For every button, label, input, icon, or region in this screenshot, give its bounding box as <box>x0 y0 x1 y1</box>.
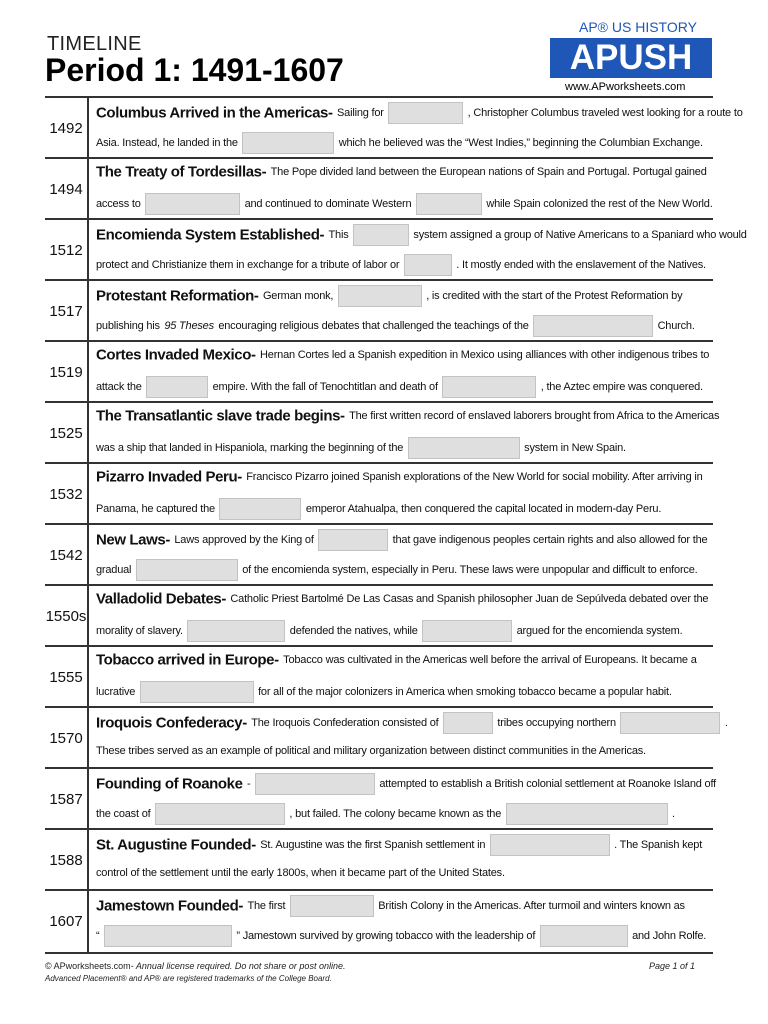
worksheet-header <box>0 0 768 96</box>
answer-blank[interactable] <box>408 437 520 459</box>
year-label: 1532 <box>45 464 89 525</box>
event-text: Hernan Cortes led a Spanish expedition in Mexico using alliances with other indigenous tribes to <box>260 348 710 361</box>
year-label: 1525 <box>45 403 89 464</box>
event-text: Sailing for <box>337 107 384 119</box>
event-text: Asia. Instead, he landed in the <box>96 137 238 149</box>
event-text: . <box>672 808 675 820</box>
event-title: Columbus Arrived in the Americas- <box>96 104 333 122</box>
page-number: Page 1 of 1 <box>648 961 695 971</box>
event-text: German monk, <box>262 290 334 302</box>
year-label: 1494 <box>45 159 89 220</box>
trademark-text: Advanced Placement® and AP® are registered trademarks of the College Board. <box>45 974 332 983</box>
event-text: empire. With the fall of Tenochtitlan and death of <box>212 381 438 393</box>
event-text: lucrative <box>96 686 136 698</box>
event-text: gradual <box>96 564 132 576</box>
event-text: argued for the encomienda system. <box>516 625 683 637</box>
event-text: Francisco Pizarro joined Spanish explorations of the New World for social mobility. After arriving in <box>246 470 703 483</box>
year-label: 1542 <box>45 525 89 586</box>
answer-blank[interactable] <box>140 681 254 703</box>
year-label: 1519 <box>45 342 89 403</box>
event-text: attempted to establish a British colonial settlement at Roanoke Island off <box>379 778 716 790</box>
year-label: 1512 <box>45 220 89 281</box>
answer-blank[interactable] <box>255 773 375 795</box>
answer-blank[interactable] <box>422 620 512 642</box>
answer-blank[interactable] <box>533 315 653 337</box>
timeline-row-1570 <box>45 706 728 769</box>
event-text: Laws approved by the King of <box>174 534 314 546</box>
event-title: The Transatlantic slave trade begins- <box>96 407 345 425</box>
answer-blank[interactable] <box>318 529 388 551</box>
answer-blank[interactable] <box>187 620 285 642</box>
answer-blank[interactable] <box>416 193 482 215</box>
year-label: 1550s <box>45 586 89 647</box>
event-title: Valladolid Debates- <box>96 590 226 608</box>
timeline-row-1550s <box>45 584 713 647</box>
timeline-row-1519 <box>45 340 713 403</box>
event-text: . The Spanish kept <box>614 839 703 851</box>
answer-blank[interactable] <box>146 376 208 398</box>
event-text: of the encomienda system, especially in Peru. These laws were unpopular and difficult to enforce. <box>242 564 698 576</box>
event-text: that gave indigenous peoples certain rights and also allowed for the <box>392 534 708 546</box>
answer-blank[interactable] <box>404 254 452 276</box>
event-text: while Spain colonized the rest of the New World. <box>486 198 713 210</box>
timeline-row-1542 <box>45 523 713 586</box>
event-text: The first written record of enslaved laborers brought from Africa to the Americas <box>349 409 720 422</box>
event-text: , is credited with the start of the Protest Reformation by <box>426 290 683 302</box>
theses-title: 95 Theses <box>164 320 214 332</box>
timeline-row-1492 <box>45 96 743 159</box>
event-text: protect and Christianize them in exchange for a tribute of labor or <box>96 259 400 271</box>
year-label: 1517 <box>45 281 89 342</box>
event-title: Iroquois Confederacy- <box>96 714 247 732</box>
timeline-row-1588 <box>45 828 713 891</box>
answer-blank[interactable] <box>490 834 610 856</box>
answer-blank[interactable] <box>338 285 422 307</box>
event-text: Panama, he captured the <box>96 503 215 515</box>
event-text: attack the <box>96 381 142 393</box>
answer-blank[interactable] <box>104 925 232 947</box>
event-text: . It mostly ended with the enslavement of the Natives. <box>456 259 706 271</box>
event-text: morality of slavery. <box>96 625 183 637</box>
event-text: - <box>247 778 251 790</box>
event-text: system in New Spain. <box>524 442 626 454</box>
event-title: Founding of Roanoke <box>96 775 243 793</box>
answer-blank[interactable] <box>155 803 285 825</box>
event-text: and John Rolfe. <box>632 930 707 942</box>
header-subtitle: TIMELINE <box>47 33 142 55</box>
year-label: 1570 <box>45 708 89 769</box>
event-title: Pizarro Invaded Peru- <box>96 468 242 486</box>
answer-blank[interactable] <box>620 712 720 734</box>
event-text: This <box>328 229 349 241</box>
answer-blank[interactable] <box>442 376 536 398</box>
event-title: New Laws- <box>96 531 170 549</box>
event-title: Encomienda System Established- <box>96 226 325 244</box>
event-text: The first <box>247 900 286 912</box>
event-text: encouraging religious debates that challenged the teachings of the <box>218 320 529 332</box>
event-text: “ <box>96 930 100 942</box>
event-title: Jamestown Founded- <box>96 897 243 915</box>
event-text: for all of the major colonizers in America when smoking tobacco became a popular habit. <box>258 686 672 698</box>
answer-blank[interactable] <box>219 498 301 520</box>
event-title: Protestant Reformation- <box>96 287 259 305</box>
apush-logo: APUSH <box>550 38 712 78</box>
answer-blank[interactable] <box>443 712 493 734</box>
year-label: 1555 <box>45 647 89 708</box>
event-text: , Christopher Columbus traveled west looking for a route to <box>467 107 743 119</box>
event-text: control of the settlement until the early 1800s, when it became part of the United States. <box>96 866 505 879</box>
event-title: St. Augustine Founded- <box>96 836 256 854</box>
event-text: publishing his <box>96 320 160 332</box>
event-title: Tobacco arrived in Europe- <box>96 651 279 669</box>
event-text: The Iroquois Confederation consisted of <box>251 717 439 729</box>
event-text: St. Augustine was the first Spanish settlement in <box>260 839 486 851</box>
timeline-row-1494 <box>45 157 713 220</box>
license-text: - Annual license required. Do not share or post online. <box>130 961 346 971</box>
event-text: defended the natives, while <box>289 625 418 637</box>
event-text: emperor Atahualpa, then conquered the capital located in modern-day Peru. <box>305 503 662 515</box>
timeline-row-1512 <box>45 218 747 281</box>
answer-blank[interactable] <box>506 803 668 825</box>
event-text: , the Aztec empire was conquered. <box>540 381 703 393</box>
event-text: the coast of <box>96 808 151 820</box>
event-text: which he believed was the “West Indies,” beginning the Columbian Exchange. <box>338 137 703 149</box>
timeline-row-1587 <box>45 767 716 830</box>
event-text: ” Jamestown survived by growing tobacco with the leadership of <box>236 930 536 942</box>
event-text: access to <box>96 198 141 210</box>
event-text: tribes occupying northern <box>497 717 616 729</box>
answer-blank[interactable] <box>290 895 374 917</box>
event-text: British Colony in the Americas. After turmoil and winters known as <box>378 900 685 912</box>
timeline-row-1607 <box>45 889 713 954</box>
event-text: Tobacco was cultivated in the Americas well before the arrival of Europeans. It became a <box>283 653 697 666</box>
event-title: The Treaty of Tordesillas- <box>96 163 267 181</box>
event-text: was a ship that landed in Hispaniola, marking the beginning of the <box>96 442 404 454</box>
timeline-row-1532 <box>45 462 713 525</box>
copyright-text: © APworksheets.com <box>45 961 131 971</box>
answer-blank[interactable] <box>540 925 628 947</box>
event-text: Church. <box>657 320 695 332</box>
event-text: . <box>724 717 728 729</box>
logo-course-label: AP® US HISTORY <box>579 19 697 35</box>
answer-blank[interactable] <box>136 559 238 581</box>
answer-blank[interactable] <box>388 102 463 124</box>
answer-blank[interactable] <box>145 193 240 215</box>
timeline-row-1555 <box>45 645 713 708</box>
page-title: Period 1: 1491-1607 <box>45 52 344 88</box>
event-text: and continued to dominate Western <box>244 198 412 210</box>
timeline-row-1517 <box>45 279 713 342</box>
year-label: 1587 <box>45 769 89 830</box>
event-text: system assigned a group of Native Americans to a Spaniard who would <box>413 229 747 241</box>
year-label: 1492 <box>45 98 89 159</box>
event-text: These tribes served as an example of political and military organization between distinct communities in the Americas. <box>96 744 646 757</box>
year-label: 1607 <box>45 891 89 952</box>
event-text: The Pope divided land between the European nations of Spain and Portugal. Portugal gained <box>270 165 707 178</box>
event-text: , but failed. The colony became known as the <box>289 808 502 820</box>
logo-url[interactable]: www.APworksheets.com <box>565 81 686 93</box>
timeline-row-1525 <box>45 401 720 464</box>
event-title: Cortes Invaded Mexico- <box>96 346 256 364</box>
event-text: Catholic Priest Bartolmé De Las Casas and Spanish philosopher Juan de Sepúlveda debated over the <box>230 592 709 605</box>
answer-blank[interactable] <box>353 224 409 246</box>
year-label: 1588 <box>45 830 89 891</box>
answer-blank[interactable] <box>242 132 334 154</box>
